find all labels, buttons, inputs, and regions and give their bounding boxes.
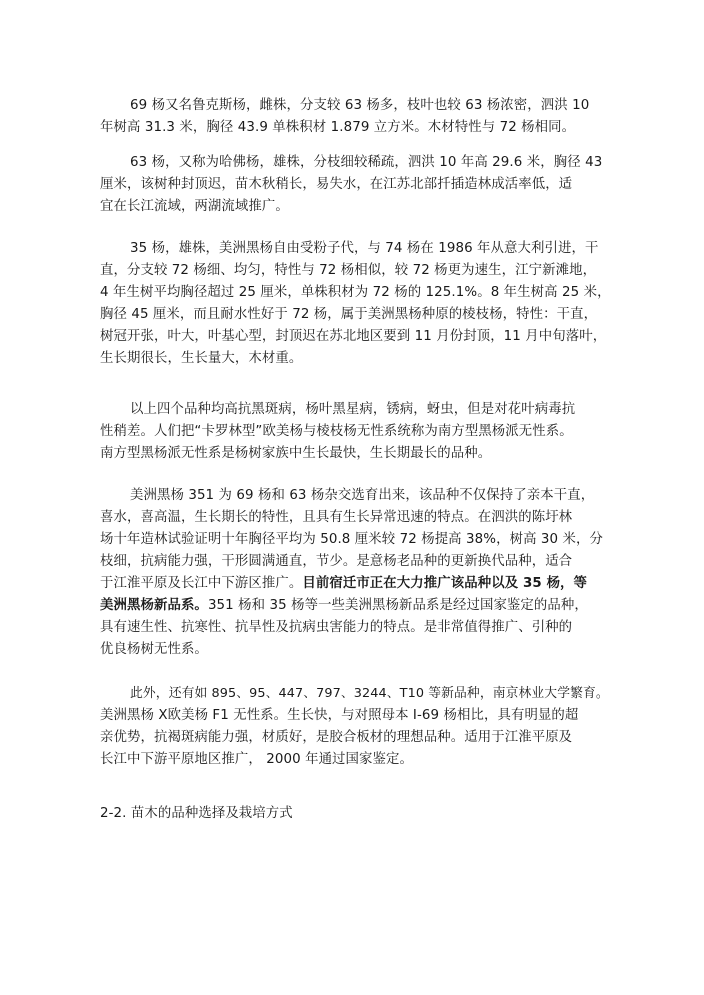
text-line: [100, 282, 610, 304]
text-run: 美洲黑杨 351 为 69 杨和 63 杨杂交选育出来，该品种不仅保持了亲本干直，: [130, 488, 595, 503]
text-run-bold: 美洲黑杨新品系。: [100, 598, 208, 613]
text-line: [100, 304, 610, 326]
para-other-varieties: [100, 683, 610, 771]
text-run: 枝细，抗病能力强，干形圆满通直，节少。是意杨老品种的更新换代品种，适合: [100, 554, 573, 569]
text-line: [100, 260, 610, 282]
text-line: [100, 117, 610, 139]
text-run: 胸径 45 厘米，而且耐水性好于 72 杨，属于美洲黑杨种原的棱枝杨，特性：干直，: [100, 307, 598, 322]
section-heading: [100, 803, 610, 825]
para-63-poplar: [100, 152, 610, 218]
text-run: 63 杨，又称为哈佛杨，雄株，分枝细较稀疏，泗洪 10 年高 29.6 米，胸径 43: [130, 155, 603, 170]
text-line: [100, 95, 610, 117]
text-run: 351 杨和 35 杨等一些美洲黑杨新品系是经过国家鉴定的品种，: [207, 598, 588, 613]
text-line: [100, 174, 610, 196]
text-run-bold: 目前宿迁市正在大力推广该品种以及 35 杨，等: [302, 576, 588, 591]
text-line: [100, 399, 610, 421]
text-run: 场十年造林试验证明十年胸径平均为 50.8 厘米较 72 杨提高 38%，树高 30 米，分: [100, 532, 603, 547]
text-run: 4 年生树平均胸径超过 25 厘米，单株积材为 72 杨的 125.1%。8 年生树高 25 米，: [100, 285, 611, 300]
text-run: 性稍差。人们把“卡罗林型”欧美杨与棱枝杨无性系统称为南方型黑杨派无性系。: [100, 424, 573, 439]
text-run: 生长期很长，生长量大，木材重。: [100, 351, 303, 366]
text-line: [100, 485, 610, 507]
text-line: [100, 421, 610, 443]
text-run: 长江中下游平原地区推广， 2000 年通过国家鉴定。: [100, 752, 414, 767]
text-run: 美洲黑杨 X欧美杨 F1 无性系。生长快，与对照母本 I-69 杨相比，具有明显的超: [100, 708, 579, 723]
text-run: 宜在长江流域，两湖流域推广。: [100, 199, 289, 214]
text-line: [100, 152, 610, 174]
para-69-poplar: [100, 95, 610, 139]
text-line: [100, 507, 610, 529]
section-heading-text: 2-2. 苗木的品种选择及栽培方式: [100, 806, 293, 821]
para-four-varieties: [100, 399, 610, 465]
text-line: [100, 443, 610, 465]
text-line: [100, 727, 610, 749]
text-run: 具有速生性、抗寒性、抗旱性及抗病虫害能力的特点。是非常值得推广、引种的: [100, 620, 573, 635]
text-run: 69 杨又名鲁克斯杨，雌株，分支较 63 杨多，枝叶也较 63 杨浓密，泗洪 10: [130, 98, 590, 113]
text-line: [100, 639, 610, 661]
text-run: 喜水，喜高温，生长期长的特性，且具有生长异常迅速的特点。在泗洪的陈圩林: [100, 510, 573, 525]
text-line: [100, 573, 610, 595]
text-line: [100, 529, 610, 551]
text-run: 亲优势，抗褐斑病能力强，材质好，是胶合板材的理想品种。适用于江淮平原及: [100, 730, 573, 745]
text-run: 南方型黑杨派无性系是杨树家族中生长最快，生长期最长的品种。: [100, 446, 492, 461]
para-351-poplar: [100, 485, 610, 661]
text-line: [100, 238, 610, 260]
para-35-poplar: [100, 238, 610, 370]
text-run: 优良杨树无性系。: [100, 642, 208, 657]
text-run: 直，分支较 72 杨细、均匀，特性与 72 杨相似，较 72 杨更为速生，江宁新滩地，: [100, 263, 597, 278]
text-run: 35 杨，雄株，美洲黑杨自由受粉子代，与 74 杨在 1986 年从意大利引进，干: [130, 241, 599, 256]
text-run: 树冠开张，叶大，叶基心型，封顶迟在苏北地区要到 11 月份封顶，11 月中旬落叶，: [100, 329, 607, 344]
text-line: [100, 595, 610, 617]
text-run: 厘米，该树种封顶迟，苗木秋稍长，易失水，在江苏北部扦插造林成活率低，适: [100, 177, 573, 192]
text-run: 年树高 31.3 米，胸径 43.9 单株积材 1.879 立方米。木材特性与 72 杨相同。: [100, 120, 576, 135]
text-run: 于江淮平原及长江中下游区推广。: [100, 576, 303, 591]
text-line: [100, 749, 610, 771]
text-line: [100, 326, 610, 348]
text-line: [100, 196, 610, 218]
text-run: 此外，还有如 895、95、447、797、3244、T10 等新品种，南京林业大学繁育。: [130, 686, 609, 701]
text-line: [100, 705, 610, 727]
text-line: [100, 551, 610, 573]
text-line: [100, 617, 610, 639]
text-run: 以上四个品种均高抗黑斑病，杨叶黑星病，锈病，蚜虫，但是对花叶病毒抗: [130, 402, 576, 417]
text-line: [100, 683, 610, 705]
text-line: [100, 348, 610, 370]
